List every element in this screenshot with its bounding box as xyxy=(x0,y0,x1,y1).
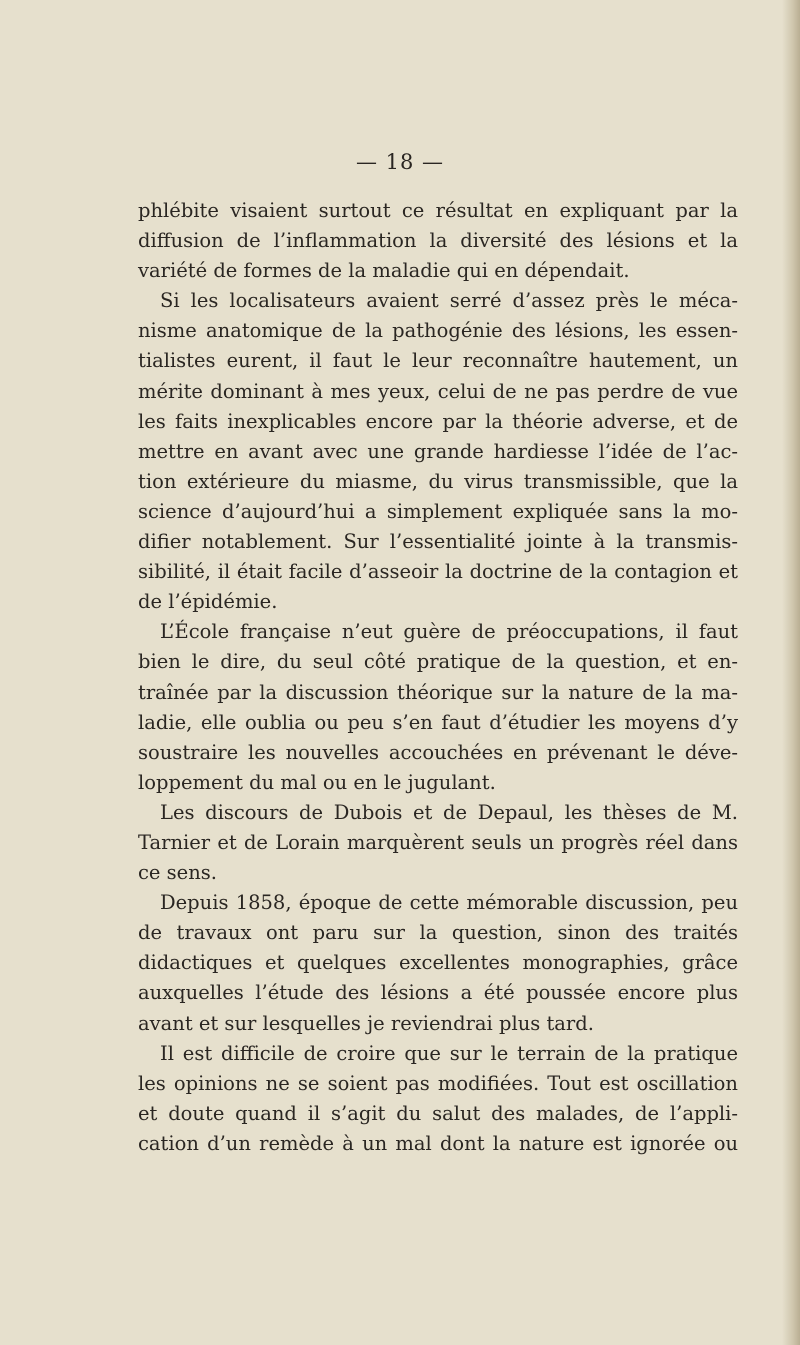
paragraph-6: Il est difficile de croire que sur le terrain de la pratique les opinions ne se soient pas modifiées. Tout est oscillation et doute quand il s’agit du salut des malades, de l’appli- cation d’un remède à un mal dont la nature est ignorée ou xyxy=(138,1041,738,1155)
paragraph-2: Si les localisateurs avaient serré d’assez près le méca- nisme anatomique de la pathogénie des lésions, les essen- tialistes eurent, il faut le leur reconnaître hautement, un mérite dominant à mes yeux, celui de ne pas perdre de vue les faits inexplicables encore par la théorie adverse, et de mettre en avant avec une grande hardiesse l’idée de l’ac- tion extérieure du miasme, du virus transmissible, que la science d’aujourd’hui a simplement expliquée sans la mo- difier notablement. Sur l’essentialité jointe à la transmis- sibilité, il était facile d’asseoir la doctrine de la contagion et de l’épidémie. xyxy=(138,289,738,614)
paragraph-4: Les discours de Dubois et de Depaul, les thèses de M. Tarnier et de Lorain marquèrent seuls un progrès réel dans ce sens. xyxy=(138,800,738,885)
page-edge-shadow xyxy=(782,0,800,1345)
page-number: — 18 — xyxy=(355,150,445,174)
body-text xyxy=(138,196,738,1159)
paragraph-1: phlébite visaient surtout ce résultat en expliquant par la diffusion de l’inflammation la diversité des lésions et la variété de formes de la maladie qui en dépendait. xyxy=(138,199,738,283)
paragraph-3: L’École française n’eut guère de préoccupations, il faut bien le dire, du seul côté pratique de la question, et en- traînée par la discussion théorique sur la nature de la ma- ladie, elle oublia ou peu s’en faut d’étudier les moyens d’y soustraire les nouvelles accouchées en prévenant le déve- loppement du mal ou en le jugulant. xyxy=(138,620,738,794)
paragraph-5: Depuis 1858, époque de cette mémorable discussion, peu de travaux ont paru sur la question, sinon des traités didactiques et quelques excellentes monographies, grâce auxquelles l’étude des lésions a été poussée encore plus avant et sur lesquelles je reviendrai plus tard. xyxy=(138,891,738,1035)
